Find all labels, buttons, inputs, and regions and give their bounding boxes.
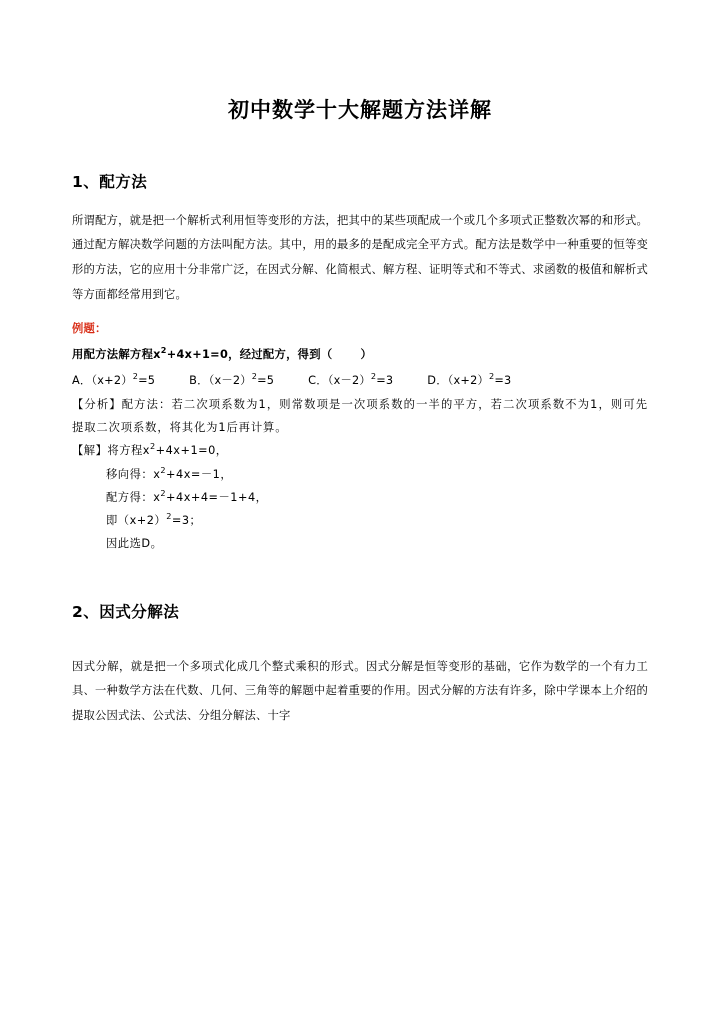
section-heading-2: 2、因式分解法 <box>72 603 180 622</box>
solution-line-3-before: 配方得：x <box>106 490 161 504</box>
solution-line-1 <box>72 439 648 462</box>
choice-a-exponent: 2 <box>132 370 139 381</box>
solution-line-4-before: 即（x+2） <box>106 513 167 527</box>
solution-line-5-before: 因此选D。 <box>106 537 163 551</box>
choice-c-value: =3 <box>376 373 394 387</box>
page-title: 初中数学十大解题方法详解 <box>228 98 492 122</box>
choice-b-text: B．（x－2） <box>189 373 252 387</box>
solution-line-2-before: 移向得：x <box>106 467 161 481</box>
choice-c-exponent: 2 <box>370 370 377 381</box>
solution-line-3-after: +4x+4=－1+4， <box>166 490 268 504</box>
solution-line-2-exponent: 2 <box>160 464 167 475</box>
choice-d-value: =3 <box>494 373 512 387</box>
solution-line-1-after: +4x+1=0， <box>155 444 228 458</box>
choice-c-text: C．（x－2） <box>308 373 371 387</box>
choice-d-text: D．（x+2） <box>427 373 489 387</box>
problem-suffix: ） <box>360 347 373 361</box>
solution-line-2-after: +4x=－1， <box>166 467 233 481</box>
choice-d <box>427 370 512 387</box>
choice-b-value: =5 <box>257 373 275 387</box>
solution-line-4-after: =3； <box>171 513 202 527</box>
analysis-text: 【分析】配方法：若二次项系数为1，则常数项是一次项系数的一半的平方，若二次项系数不为1，则可先提取二次项系数，将其化为1后再计算。 <box>72 398 648 434</box>
solution-line-2 <box>72 463 648 486</box>
choice-list <box>72 369 648 393</box>
choice-a <box>72 370 156 387</box>
section-heading-1: 1、配方法 <box>72 173 148 192</box>
solution-line-3-exponent: 2 <box>160 488 167 499</box>
section-2-paragraph: 因式分解，就是把一个多项式化成几个整式乘积的形式。因式分解是恒等变形的基础，它作为数学的一个有力工具、一种数学方法在代数、几何、三角等的解题中起着重要的作用。因式分解的方法有许多，除中学课本上介绍的提取公因式法、公式法、分组分解法、十字 <box>72 659 648 722</box>
problem-exponent: 2 <box>160 345 167 356</box>
solution-line-4-exponent: 2 <box>166 511 172 522</box>
solution-line-4 <box>72 509 648 532</box>
choice-d-exponent: 2 <box>488 370 495 381</box>
choice-a-value: =5 <box>138 373 156 387</box>
choice-a-text: A．（x+2） <box>72 373 133 387</box>
solution-line-3 <box>72 486 648 509</box>
problem-prefix: 用配方法解方程x <box>72 347 161 361</box>
example-label: 例题： <box>72 322 107 336</box>
solution-line-5 <box>72 532 648 555</box>
solution-line-1-exponent: 2 <box>149 441 156 452</box>
choice-b-exponent: 2 <box>251 370 258 381</box>
section-1-paragraph: 所谓配方，就是把一个解析式利用恒等变形的方法，把其中的某些项配成一个或几个多项式正整数次幂的和形式。通过配方解决数学问题的方法叫配方法。其中，用的最多的是配成完全平方式。配方法是数学中一种重要的恒等变形的方法，它的应用十分非常广泛，在因式分解、化简根式、解方程、证明等式和不等式、求函数的极值和解析式等方面都经常用到它。 <box>72 213 648 301</box>
choice-c <box>308 370 394 387</box>
solution-line-1-before: 【解】将方程x <box>72 444 150 458</box>
problem-statement <box>72 343 648 367</box>
choice-b <box>189 370 275 387</box>
problem-middle: +4x+1=0，经过配方，得到（ <box>166 347 333 361</box>
